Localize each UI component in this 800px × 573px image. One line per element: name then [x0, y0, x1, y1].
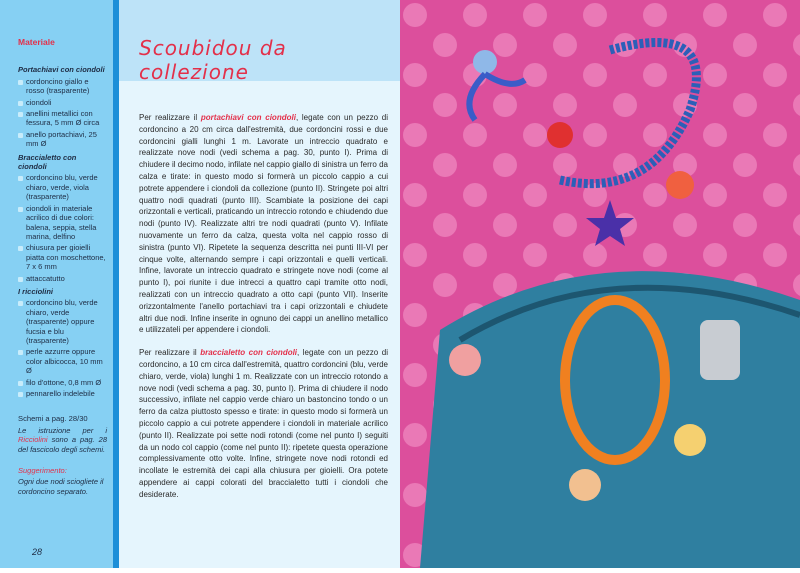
highlight-term: portachiavi con ciondoli	[200, 113, 296, 122]
materials-section	[18, 285, 107, 400]
main-column	[119, 0, 400, 568]
list-item: anellini metallici con fessura, 5 mm Ø circa	[18, 109, 107, 128]
ricciolini-note	[18, 426, 107, 454]
note-link: Ricciolini	[18, 435, 48, 445]
jewelry-photo	[400, 0, 800, 568]
text: Per realizzare il	[139, 113, 201, 122]
materials-sidebar	[0, 0, 113, 568]
section-title: I ricciolini	[18, 286, 54, 296]
section-title: Portachiavi con ciondoli	[18, 65, 105, 75]
section-title: Braccialetto con ciondoli	[18, 152, 77, 172]
materials-section	[18, 151, 107, 285]
girl-charm	[674, 424, 706, 456]
fish-charm	[666, 171, 694, 199]
red-charm	[547, 122, 573, 148]
list-item: anello portachiavi, 25 mm Ø	[18, 130, 107, 149]
paragraph-portachiavi	[139, 112, 388, 336]
list-item: cordoncino blu, verde chiaro, verde (trasparente) oppure fucsia e blu (trasparente)	[18, 298, 107, 345]
list-item: filo d'ottone, 0,8 mm Ø	[18, 378, 107, 387]
boy-charm	[569, 469, 601, 501]
list-item: cordoncino giallo e rosso (trasparente)	[18, 77, 107, 96]
list-item: ciondoli in materiale acrilico di due colori: balena, seppia, stella marina, delfino	[18, 204, 107, 242]
key	[700, 320, 740, 380]
text: , legate con un pezzo di cordoncino, a 10 cm circa dall'estremità, quattro cordoncini (blu, verde chiaro, verde, viola) lunghi 1 m. Realizzate con un intreccio rotondo a nove nodi (vedi schema a pag. 30, punto I). Prima di chiudere il nodo successivo, infilate nel cappio verde chiaro un bastoncino tondo o un ferro da calza piuttosto spesso e tirate: in questo modo si formerà un piccolo cappio a cui potrete appendere i ciondoli in materiale acrilico (punto II). Realizzate poi sette nodi rotondi (come nel punto I) seguiti da un nodo col cappio (come nel punto II): ripetete questa operazione complessivamente otto volte. Infine, stringete nove nodi rotondi ed incollate le estremità dei capi alla chiusura per gioielli. Ora potete appendere ai cappi colorati del braccialetto tutti i ciondoli che desiderate.	[139, 348, 388, 499]
tip-text: Ogni due nodi sciogliete il cordoncino separato.	[18, 477, 104, 496]
list-item: cordoncino blu, verde chiaro, verde, viola (trasparente)	[18, 173, 107, 201]
list-item: perle azzurre oppure color albicocca, 10 mm Ø	[18, 347, 107, 375]
note-text: sono a pag. 28 del fascicolo degli schemi.	[18, 435, 107, 454]
photo-illustration	[400, 0, 800, 568]
materials-section	[18, 63, 107, 150]
page-title: Scoubidou da collezione	[139, 36, 287, 84]
note-text: Le istruzione per i	[18, 425, 107, 435]
list-item: attaccatutto	[18, 274, 107, 283]
tip-label: Suggerimento:	[18, 466, 67, 476]
highlight-term: braccialetto con ciondoli	[200, 348, 298, 358]
list-item: ciondoli	[18, 98, 107, 107]
zipper-pouch	[420, 271, 800, 568]
schemi-reference: Schemi a pag. 28/30	[18, 414, 88, 424]
article-body	[139, 112, 388, 512]
list-item: chiusura per gioielli piatta con moschettone, 7 x 6 mm	[18, 243, 107, 271]
text: Per realizzare il	[139, 348, 201, 358]
page-number: 28	[32, 547, 43, 557]
materials-heading: Materiale	[18, 37, 55, 47]
list-item: pennarello indelebile	[18, 389, 107, 398]
text: , legate con un pezzo di cordoncino a 20 cm circa dall'estremità, due cordoncini rossi e due cordoncini gialli lunghi 1 m. Lavorate un intreccio quadrato e realizzate nove nodi (vedi schema a pag. 30, punto I). Prima di chiudere il decimo nodo, infilate nel cappio giallo di sinistra un ferro da calza e tirate: in questo modo si formerà un piccolo cappio a cui potrete appendere i ciondoli da collezione (punto II). Stringete poi altri quattro nodi quadrati (punto III). Scambiate la posizione dei capi orizzontali e verticali, praticando un intreccio rotondo e chiudendo due nodi (punto IV). Realizzate altri tre nodi quadrati (punto V). Infilate nuovamente un ferro da calza, questa volta nel cappio rosso di sinistra (punto VI). Ripetete la sequenza descritta nei punti III-VI per cinque volte, alternando sempre i capi orizzontali e quelli verticali. Infine, lavorate un intreccio quadrato e stringete nove nodi (come al punto I), poi riunite i due intrecci a quattro capi tramite otto nodi, realizzati con un intreccio quadrato a otto capi (punto VII). Inserite orizzontalmente l'anello portachiavi tra i capi orizzontali e chiudete altri due nodi. Infine inserite in ognuno dei cappi un anellino metallico e utilizzateli per appendere i ciondoli.	[139, 113, 388, 335]
doll-charm	[449, 344, 481, 376]
paragraph-braccialetto	[139, 347, 388, 500]
